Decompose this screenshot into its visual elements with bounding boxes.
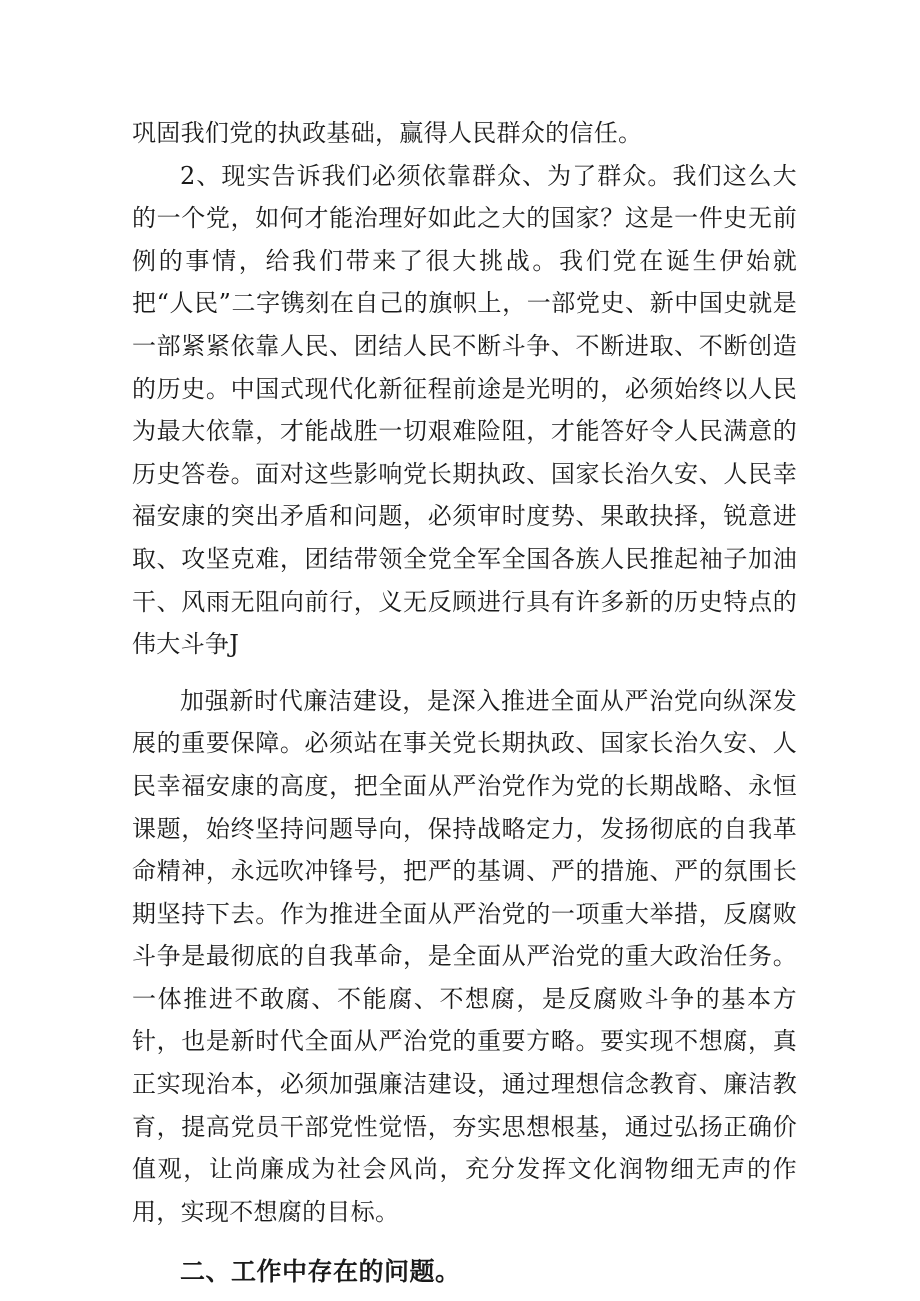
paragraph-reality-tells-us: 2、现实告诉我们必须依靠群众、为了群众。我们这么大的一个党，如何才能治理好如此之大的国家？这是一件史无前例的事情，给我们带来了很大挑战。我们党在诞生伊始就把“人民”二字镌刻在自己的旗帜上，一部党史、新中国史就是一部紧紧依靠人民、团结人民不断斗争、不断进取、不断创造的历史。中国式现代化新征程前途是光明的，必须始终以人民为最大依靠，才能战胜一切艰难险阻，才能答好令人民满意的历史答卷。面对这些影响党长期执政、国家长治久安、人民幸福安康的突出矛盾和问题，必须审时度势、果敢抉择，锐意进取、攻坚克难，团结带领全党全军全国各族人民推起袖子加油干、风雨无阻向前行，义无反顾进行具有许多新的历史特点的伟大斗争J <box>132 161 797 659</box>
paragraph-integrity-construction: 加强新时代廉洁建设，是深入推进全面从严治党向纵深发展的重要保障。必须站在事关党长期执政、国家长治久安、人民幸福安康的高度，把全面从严治党作为党的长期战略、永恒课题，始终坚持问题导向，保持战略定力，发扬彻底的自我革命精神，永远吹冲锋号，把严的基调、严的措施、严的氛围长期坚持下去。作为推进全面从严治党的一项重大举措，反腐败斗争是最彻底的自我革命，是全面从严治党的重大政治任务。一体推进不敢腐、不能腐、不想腐，是反腐败斗争的基本方针，也是新时代全面从严治党的重要方略。要实现不想腐，真正实现治本，必须加强廉洁建设，通过理想信念教育、廉洁教育，提高党员干部党性觉悟，夯实思想根基，通过弘扬正确价值观，让尚廉成为社会风尚，充分发挥文化润物细无声的作用，实现不想腐的目标。 <box>132 686 797 1226</box>
section-heading-problems: 二、工作中存在的问题。 <box>180 1257 461 1287</box>
paragraph-continuation: 巩固我们党的执政基础，赢得人民群众的信任。 <box>132 119 643 147</box>
document-body <box>132 112 797 1293</box>
